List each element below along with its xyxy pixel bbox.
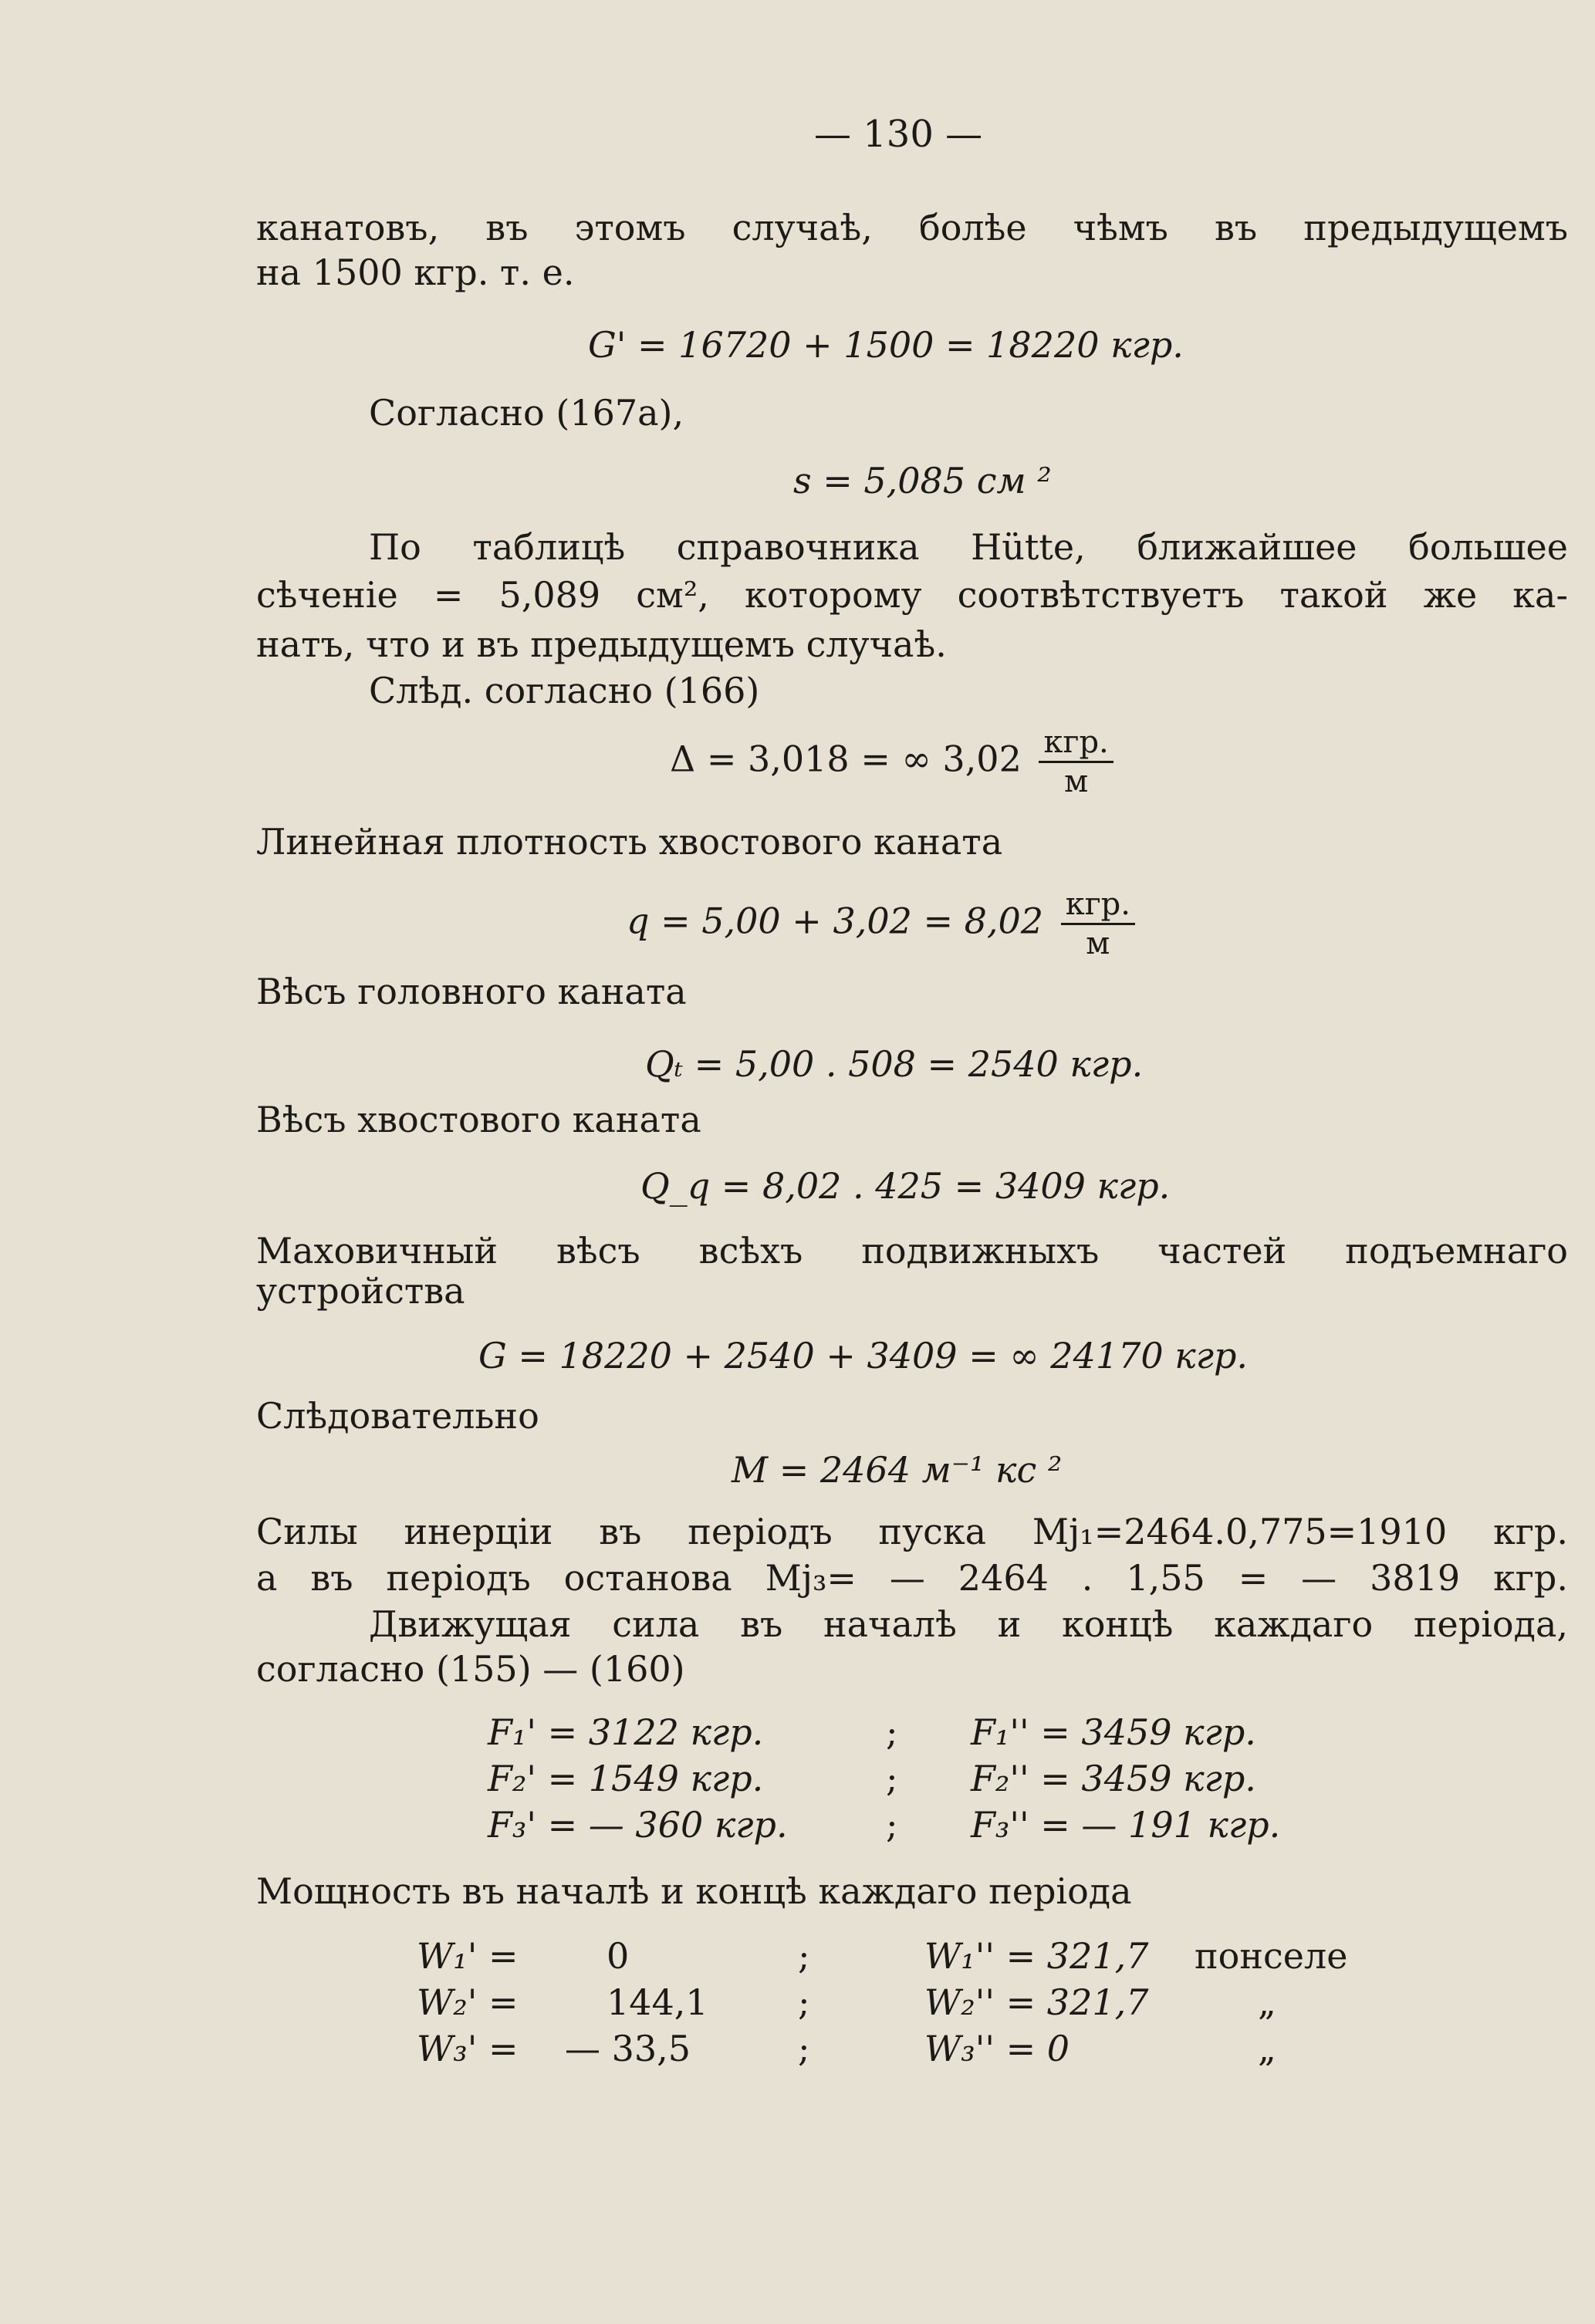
text-line: устройства bbox=[256, 1270, 465, 1312]
separator: ; bbox=[886, 1758, 898, 1799]
unit-fraction bbox=[1061, 887, 1135, 961]
power-symbol: W₃' = bbox=[417, 2028, 519, 2069]
power-symbol: W₂' = bbox=[417, 1981, 519, 2023]
text-line: Силы инерціи въ періодъ пуска Mj₁=2464.0,775=1910 кгр. bbox=[256, 1511, 1568, 1552]
text-line: Линейная плотность хвостового каната bbox=[256, 821, 1003, 863]
equation-g: G = 18220 + 2540 + 3409 = ∞ 24170 кгр. bbox=[478, 1335, 1249, 1376]
power-unit: „ bbox=[1258, 1981, 1276, 2023]
force-right: F₃'' = — 191 кгр. bbox=[971, 1804, 1281, 1846]
separator: ; bbox=[798, 2028, 810, 2069]
text-line: Маховичный вѣсъ всѣхъ подвижныхъ частей подъемнаго bbox=[256, 1230, 1568, 1272]
force-right: F₂'' = 3459 кгр. bbox=[971, 1758, 1256, 1799]
text-line: сѣченіе = 5,089 см², которому соотвѣтствуетъ такой же ка- bbox=[256, 574, 1568, 616]
power-right: W₃'' = 0 bbox=[924, 2028, 1070, 2069]
fraction-numerator: кгр. bbox=[1061, 887, 1135, 925]
equation-s: s = 5,085 см ² bbox=[793, 460, 1052, 502]
power-right: W₁'' = 321,7 bbox=[924, 1935, 1149, 1977]
equation-qq: Q_q = 8,02 . 425 = 3409 кгр. bbox=[640, 1165, 1171, 1207]
equation-m: M = 2464 м⁻¹ кс ² bbox=[732, 1449, 1063, 1491]
text-line: согласно (155) — (160) bbox=[256, 1648, 685, 1690]
text-line: натъ, что и въ предыдущемъ случаѣ. bbox=[256, 623, 947, 665]
page-number: — 130 — bbox=[814, 113, 983, 156]
equation-q bbox=[627, 887, 1135, 961]
power-unit: понселе bbox=[1195, 1935, 1348, 1977]
equation-qt: Qₜ = 5,00 . 508 = 2540 кгр. bbox=[645, 1043, 1144, 1085]
force-left: F₃' = — 360 кгр. bbox=[488, 1804, 788, 1846]
unit-fraction bbox=[1039, 725, 1113, 799]
text-line: Слѣдовательно bbox=[256, 1395, 539, 1437]
text-line: а въ періодъ останова Mj₃= — 2464 . 1,55 = — 3819 кгр. bbox=[256, 1557, 1568, 1599]
separator: ; bbox=[886, 1711, 898, 1753]
power-symbol: W₁' = bbox=[417, 1935, 519, 1977]
text-line: Движущая сила въ началѣ и концѣ каждаго періода, bbox=[369, 1603, 1568, 1645]
power-right: W₂'' = 321,7 bbox=[924, 1981, 1149, 2023]
power-value: 144,1 bbox=[607, 1981, 708, 2023]
fraction-denominator: м bbox=[1064, 764, 1089, 799]
separator: ; bbox=[798, 1981, 810, 2023]
force-left: F₂' = 1549 кгр. bbox=[488, 1758, 764, 1799]
separator: ; bbox=[798, 1935, 810, 1977]
separator: ; bbox=[886, 1804, 898, 1846]
text-line: Вѣсъ хвостового каната bbox=[256, 1099, 701, 1140]
power-unit: „ bbox=[1258, 2028, 1276, 2069]
text-line: канатовъ, въ этомъ случаѣ, болѣе чѣмъ въ предыдущемъ bbox=[256, 207, 1568, 248]
text-line: Слѣд. согласно (166) bbox=[369, 670, 760, 711]
equation-delta bbox=[670, 725, 1113, 799]
fraction-numerator: кгр. bbox=[1039, 725, 1113, 763]
power-value: 0 bbox=[607, 1935, 630, 1977]
equation-g-prime: G' = 16720 + 1500 = 18220 кгр. bbox=[588, 324, 1184, 366]
text-line: По таблицѣ справочника Hütte, ближайшее большее bbox=[369, 526, 1568, 568]
equation-q-text: q = 5,00 + 3,02 = 8,02 bbox=[627, 900, 1044, 942]
equation-delta-text: Δ = 3,018 = ∞ 3,02 bbox=[670, 738, 1022, 780]
power-value: — 33,5 bbox=[565, 2028, 691, 2069]
text-line: Вѣсъ головного каната bbox=[256, 971, 687, 1012]
force-left: F₁' = 3122 кгр. bbox=[488, 1711, 764, 1753]
text-line: Мощность въ началѣ и концѣ каждаго періода bbox=[256, 1870, 1132, 1912]
text-line: на 1500 кгр. т. е. bbox=[256, 252, 575, 293]
fraction-denominator: м bbox=[1086, 926, 1110, 961]
text-line: Согласно (167a), bbox=[369, 392, 684, 434]
force-right: F₁'' = 3459 кгр. bbox=[971, 1711, 1256, 1753]
